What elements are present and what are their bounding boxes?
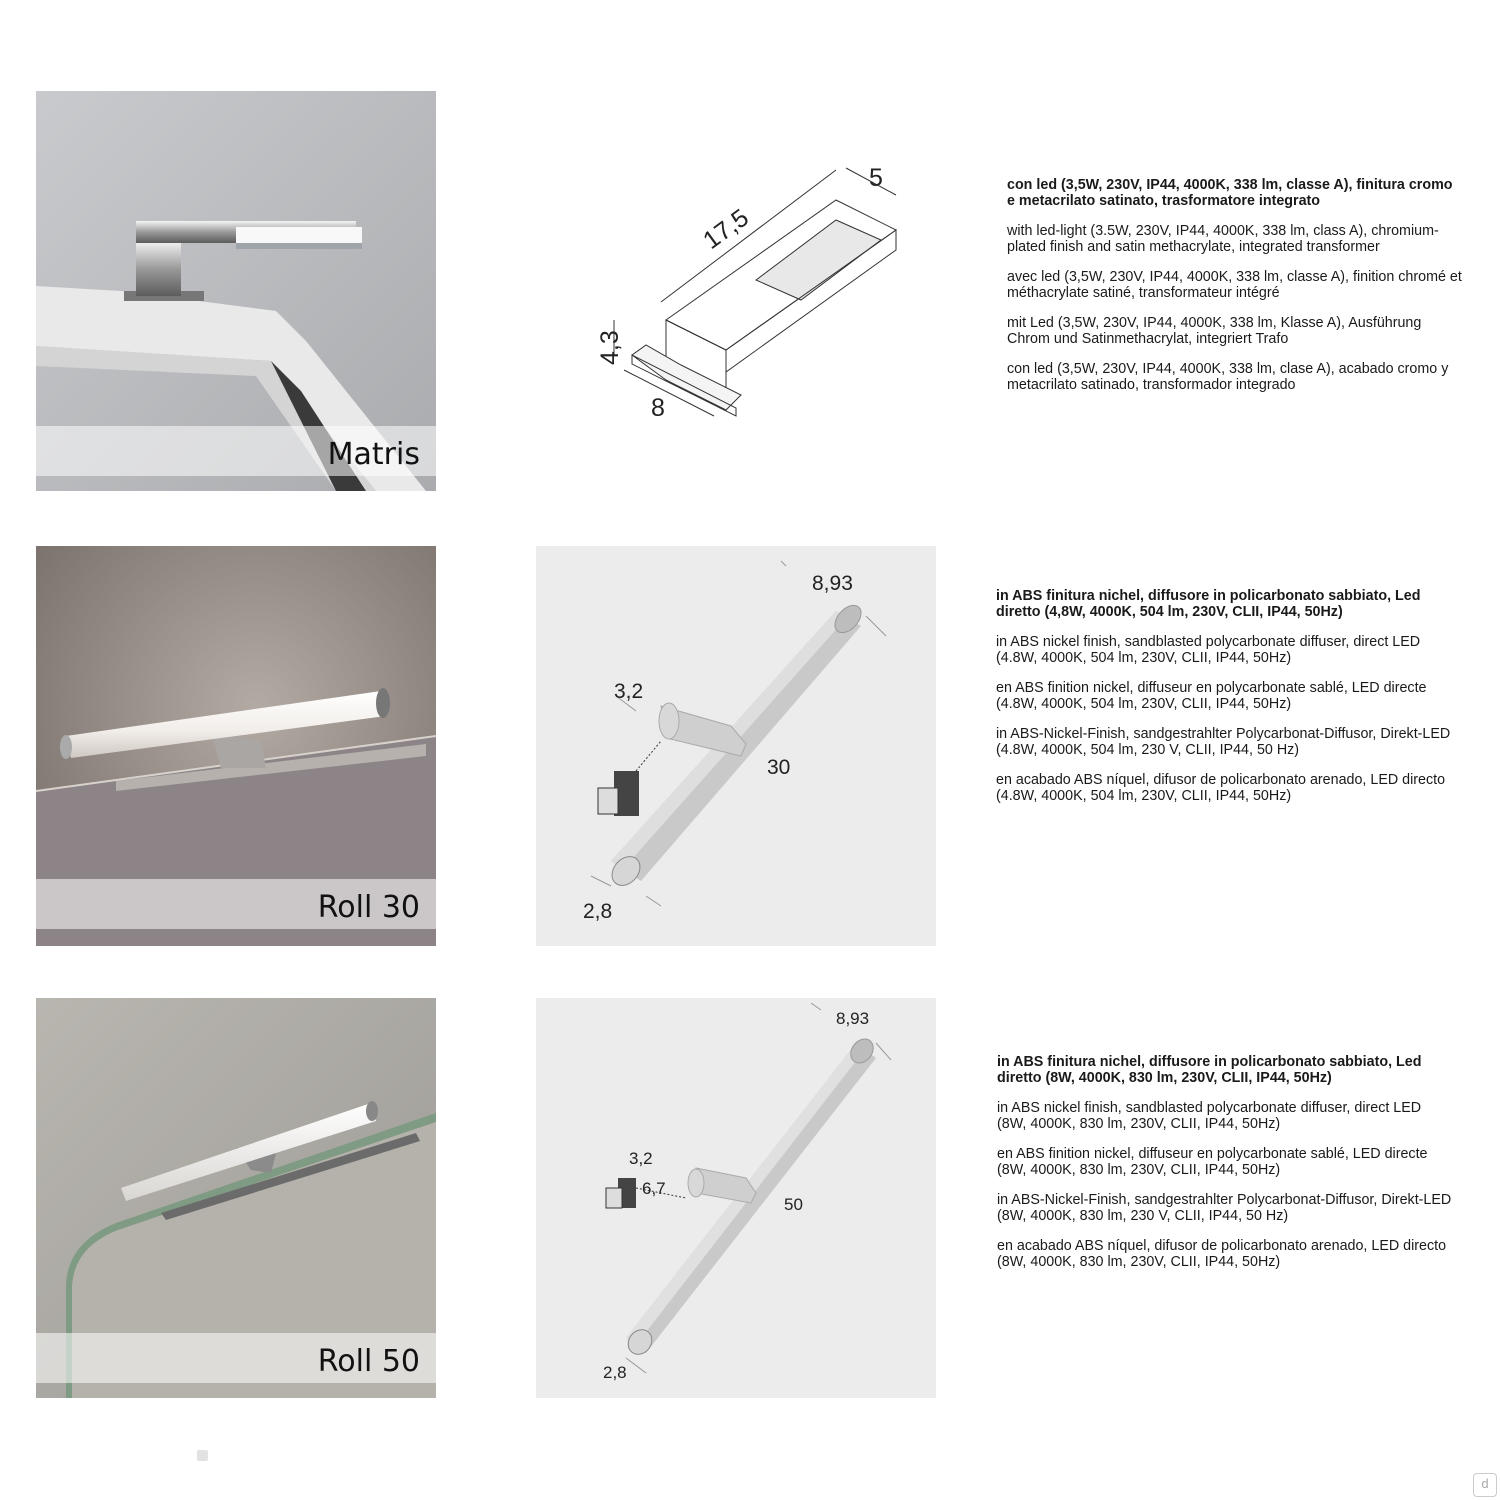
roll-50-dimension-drawing [536, 998, 936, 1398]
dimension-length: 17,5 [698, 203, 754, 255]
dimension-top: 8,93 [812, 572, 853, 595]
product-name-label: Roll 50 [36, 1333, 436, 1383]
roll-30-description [996, 589, 1451, 819]
description-french: avec led (3,5W, 230V, IP44, 4000K, 338 lm, classe A), finition chromé et méthacrylate satiné, transformateur intégré [1007, 269, 1462, 301]
description-french: en ABS finition nickel, diffuseur en polycarbonate sablé, LED directe (8W, 4000K, 830 lm, 230V, CLII, IP44, 50Hz) [997, 1146, 1428, 1178]
dimension-diameter: 2,8 [583, 900, 613, 923]
roll-50-description [997, 1055, 1452, 1285]
dimension-base: 8 [651, 394, 665, 422]
description-spanish: con led (3,5W, 230V, IP44, 4000K, 338 lm, clase A), acabado cromo y metacrilato satinado, transformador integrado [1007, 361, 1449, 393]
matris-photo [36, 91, 436, 491]
description-spanish: en acabado ABS níquel, difusor de policarbonato arenado, LED directo (8W, 4000K, 830 lm, 230V, CLII, IP44, 50Hz) [997, 1238, 1447, 1270]
matris-dimension-drawing [536, 140, 936, 540]
dimension-depth: 5 [869, 164, 883, 192]
description-english: with led-light (3.5W, 230V, IP44, 4000K, 338 lm, class A), chromium-plated finish and satin methacrylate, integrated transformer [1007, 223, 1439, 255]
description-german: in ABS-Nickel-Finish, sandgestrahlter Polycarbonat-Diffusor, Direkt-LED (4.8W, 4000K, 504 lm, 230 V, CLII, IP44, 50 Hz) [996, 726, 1451, 758]
description-italian: in ABS finitura nichel, diffusore in policarbonato sabbiato, Led diretto (8W, 4000K, 830 lm, 230V, CLII, IP44, 50Hz) [997, 1054, 1422, 1086]
product-name-label: Matris [36, 426, 436, 476]
description-english: in ABS nickel finish, sandblasted polycarbonate diffuser, direct LED (8W, 4000K, 830 lm, 230V, CLII, IP44, 50Hz) [997, 1100, 1422, 1132]
roll-30-dimension-drawing [536, 546, 936, 946]
description-german: mit Led (3,5W, 230V, IP44, 4000K, 338 lm, Klasse A), Ausführung Chrom und Satinmethacrylat, integriert Trafo [1007, 315, 1422, 347]
decorative-dot [197, 1450, 208, 1461]
dimension-bracket: 6,7 [642, 1179, 666, 1198]
roll-50-photo [36, 998, 436, 1398]
dimension-top: 8,93 [836, 1009, 870, 1028]
product-name-label: Roll 30 [36, 879, 436, 929]
dimension-length: 50 [784, 1195, 803, 1214]
description-spanish: en acabado ABS níquel, difusor de policarbonato arenado, LED directo (4.8W, 4000K, 504 lm, 230V, CLII, IP44, 50Hz) [996, 772, 1446, 804]
matris-description [1007, 178, 1462, 408]
description-german: in ABS-Nickel-Finish, sandgestrahlter Polycarbonat-Diffusor, Direkt-LED (8W, 4000K, 830 lm, 230 V, CLII, IP44, 50 Hz) [997, 1192, 1452, 1224]
description-english: in ABS nickel finish, sandblasted polycarbonate diffuser, direct LED (4.8W, 4000K, 504 lm, 230V, CLII, IP44, 50Hz) [996, 634, 1421, 666]
dimension-arm: 3,2 [629, 1149, 653, 1168]
corner-logo: d [1473, 1473, 1497, 1497]
dimension-height: 4,3 [596, 330, 624, 365]
roll-30-photo [36, 546, 436, 946]
dimension-diameter: 2,8 [603, 1363, 627, 1382]
dimension-arm: 3,2 [614, 680, 644, 703]
description-italian: in ABS finitura nichel, diffusore in policarbonato sabbiato, Led diretto (4,8W, 4000K, 504 lm, 230V, CLII, IP44, 50Hz) [996, 588, 1421, 620]
description-french: en ABS finition nickel, diffuseur en polycarbonate sablé, LED directe (4.8W, 4000K, 504 lm, 230V, CLII, IP44, 50Hz) [996, 680, 1427, 712]
description-italian: con led (3,5W, 230V, IP44, 4000K, 338 lm, classe A), finitura cromo e metacrilato satinato, trasformatore integrato [1007, 177, 1453, 209]
dimension-length: 30 [767, 756, 791, 779]
